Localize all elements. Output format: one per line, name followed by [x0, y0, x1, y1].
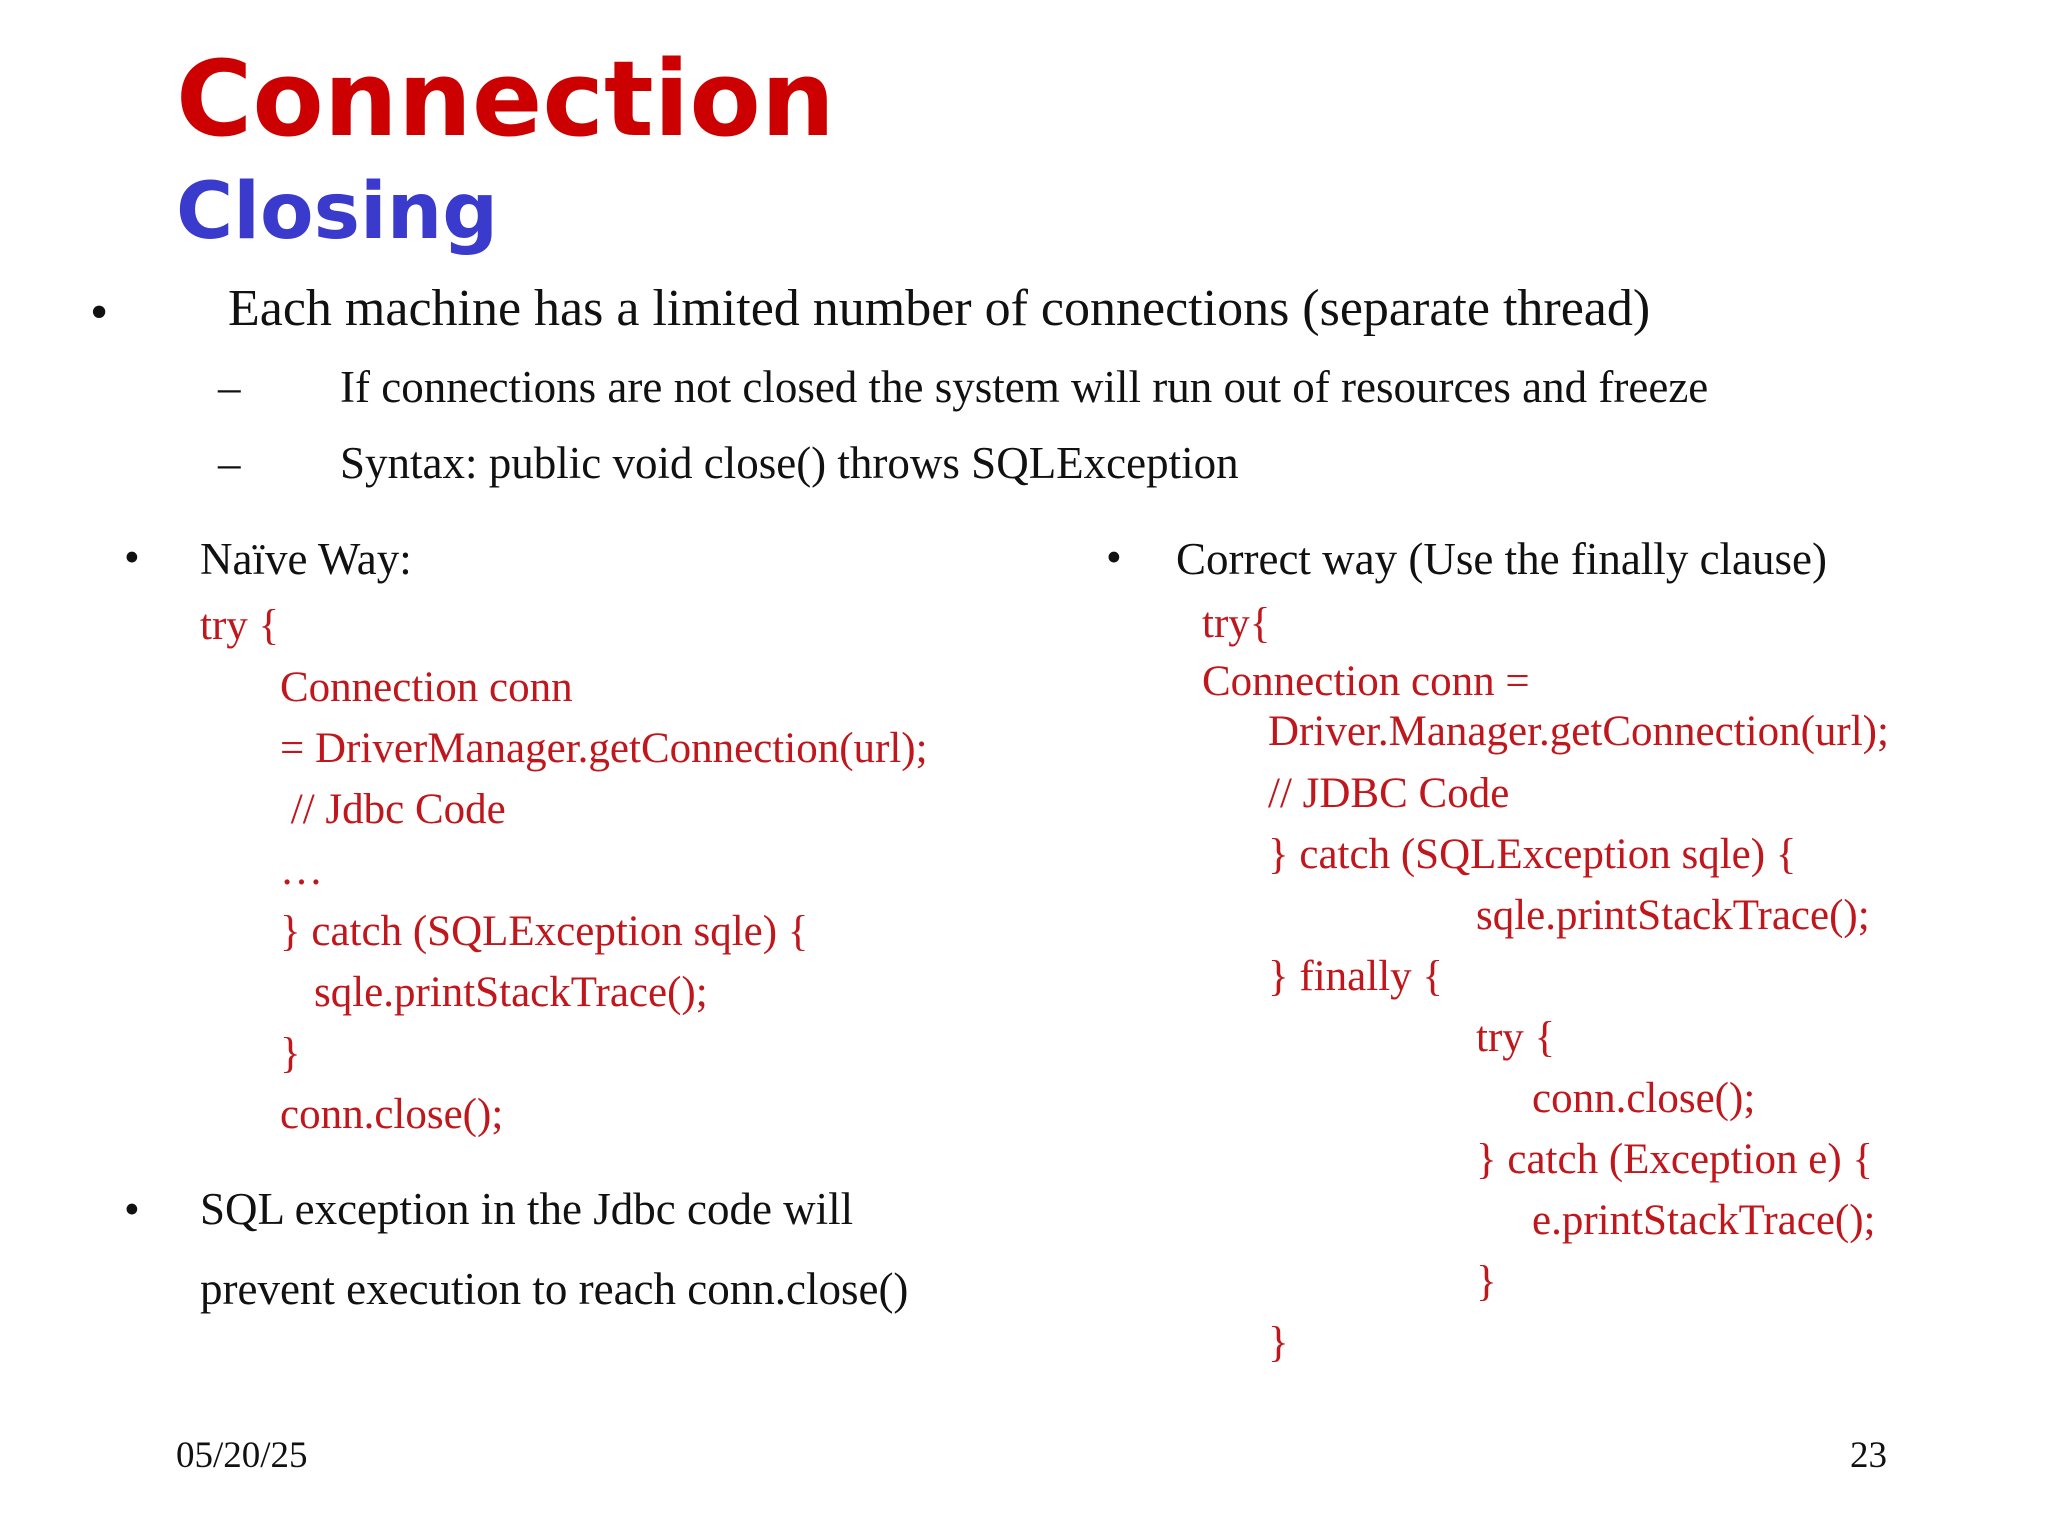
- left-heading: Naïve Way:: [200, 534, 412, 584]
- right-code-line: Driver.Manager.getConnection(url);: [1268, 708, 1889, 755]
- right-code-line: } finally {: [1268, 953, 1444, 1000]
- bullet-dot: •: [124, 532, 140, 582]
- right-code-line: Connection conn =: [1202, 658, 1530, 705]
- sub-bullet-2: Syntax: public void close() throws SQLException: [340, 438, 1239, 488]
- page-number: 23: [1850, 1435, 1887, 1476]
- left-code-line: …: [280, 847, 323, 894]
- footer-date: 05/20/25: [176, 1435, 308, 1476]
- main-bullet-text: Each machine has a limited number of connections (separate thread): [228, 280, 1651, 337]
- left-code-line: sqle.printStackTrace();: [314, 969, 708, 1016]
- left-code-line: Connection conn: [280, 664, 573, 711]
- sub-bullet-1: If connections are not closed the system will run out of resources and freeze: [340, 362, 1709, 412]
- right-code-line: } catch (Exception e) {: [1476, 1136, 1874, 1183]
- right-code-line: } catch (SQLException sqle) {: [1268, 831, 1797, 878]
- right-code-line: try{: [1202, 600, 1271, 647]
- right-code-line: }: [1268, 1319, 1289, 1366]
- right-code-line: try {: [1476, 1014, 1556, 1061]
- bullet-dot: •: [1106, 532, 1122, 582]
- slide-title: Connection: [176, 38, 835, 160]
- right-code-line: e.printStackTrace();: [1532, 1197, 1876, 1244]
- right-code-line: // JDBC Code: [1268, 770, 1510, 817]
- slide-subtitle: Closing: [176, 167, 499, 257]
- right-code-line: sqle.printStackTrace();: [1476, 892, 1870, 939]
- right-code-line: conn.close();: [1532, 1075, 1756, 1122]
- left-note-line: SQL exception in the Jdbc code will: [200, 1184, 854, 1234]
- right-heading: Correct way (Use the finally clause): [1176, 534, 1827, 584]
- left-code-line: = DriverManager.getConnection(url);: [280, 725, 928, 772]
- dash-marker: –: [218, 438, 241, 488]
- bullet-dot: •: [124, 1184, 140, 1234]
- right-code-line: }: [1476, 1258, 1497, 1305]
- left-code-line: try {: [200, 602, 280, 649]
- left-code-line: }: [280, 1030, 301, 1077]
- left-code-line: conn.close();: [280, 1091, 504, 1138]
- dash-marker: –: [218, 362, 241, 412]
- left-code-line: // Jdbc Code: [280, 786, 506, 833]
- left-note-line: prevent execution to reach conn.close(): [200, 1264, 909, 1314]
- bullet-dot: •: [90, 284, 109, 341]
- left-code-line: } catch (SQLException sqle) {: [280, 908, 809, 955]
